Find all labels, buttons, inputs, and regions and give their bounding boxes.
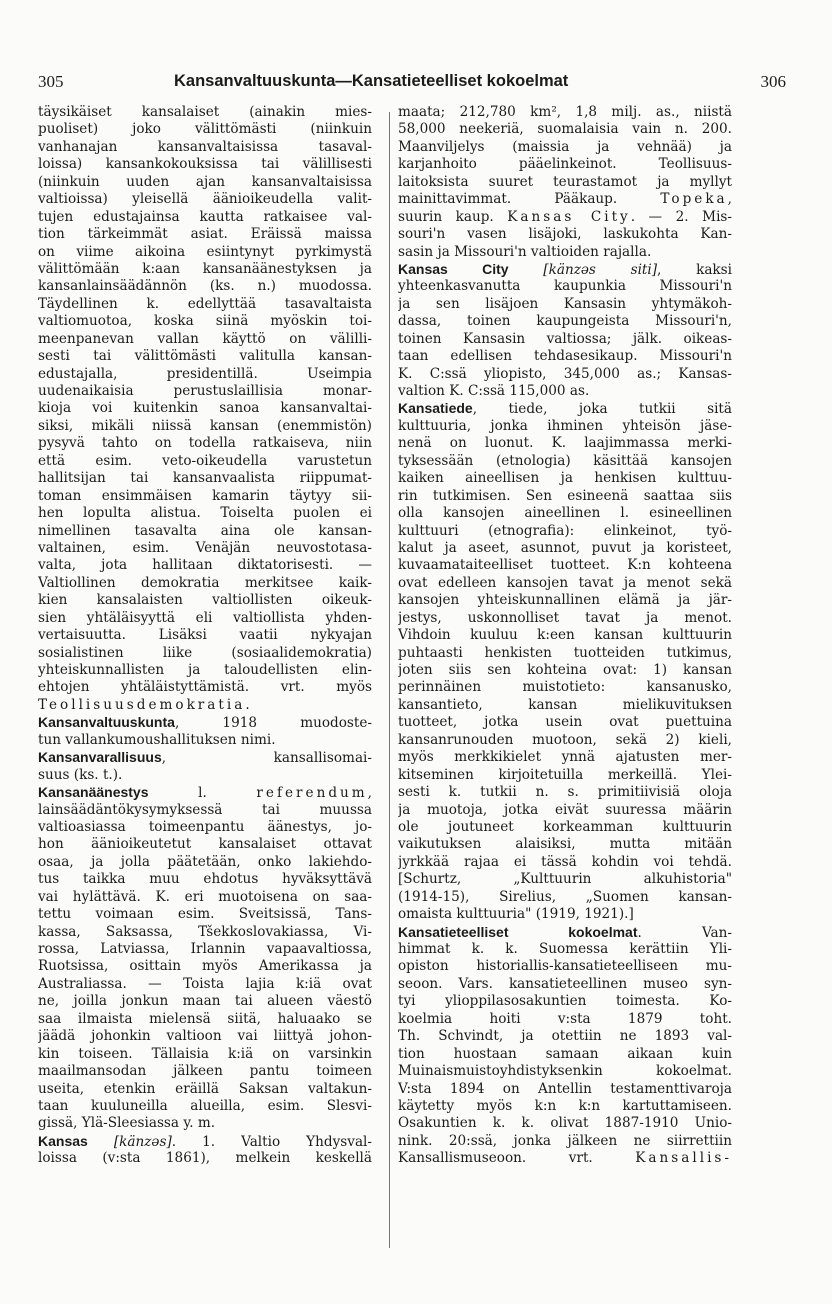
entry-headword: Kansanäänestys: [38, 784, 149, 801]
text-line: [398, 174, 732, 191]
text-line: [398, 958, 732, 975]
text-segment: kien kansalaisten valtiollisten oikeuk-: [38, 592, 372, 609]
text-line: [38, 679, 372, 696]
text-segment: K. C:ssä yliopisto, 345,000 as.; Kansas-: [398, 365, 732, 382]
column-divider: [389, 112, 390, 1248]
text-segment: tus taikka muu ehdotus hyväksyttävä: [38, 871, 372, 888]
text-segment: vaikutuksen alaisiksi, mutta mitään: [398, 836, 732, 853]
text-segment: seoon. Vars. kansatieteellinen museo syn-: [398, 975, 732, 992]
text-line: [38, 488, 372, 505]
text-line: [398, 1011, 732, 1028]
text-line: [38, 104, 372, 121]
text-segment: omaista kulttuuria" (1919, 1921).]: [398, 906, 634, 923]
text-line: [398, 435, 732, 452]
text-line: [38, 278, 372, 295]
text-segment: myös merkkikielet ynnä ajatusten mer-: [398, 749, 732, 766]
text-segment: puoliset) joko välittömästi (niinkuin: [38, 121, 372, 138]
text-line: [398, 1081, 732, 1098]
text-segment: gissä, Ylä-Sleesiassa y. m.: [38, 1115, 216, 1132]
text-line: [38, 645, 372, 662]
text-line: [398, 348, 732, 365]
text-segment: sosialistinen liike (sosiaalidemokratia): [38, 644, 372, 661]
text-segment: tyi ylioppilasosakuntien toimesta. Ko-: [398, 993, 732, 1010]
text-segment: Osakuntien k. k. olivat 1887-1910 Unio-: [398, 1115, 732, 1132]
text-line: [398, 1098, 732, 1115]
text-segment: suurin kaup.: [398, 208, 508, 225]
right-column: [398, 104, 732, 1168]
text-line: [38, 1081, 372, 1098]
text-segment: valtioasiassa toimeenpantu äänestys, jo-: [38, 818, 372, 835]
text-segment: [känzəs]: [113, 1133, 172, 1150]
text-segment: rossa, Latviassa, Irlannin vapaavaltiossa,: [38, 941, 372, 957]
text-line: [38, 941, 372, 958]
text-segment: ovat edelleen kansojen tavat ja menot sekä: [398, 574, 732, 591]
text-segment: jäädä johonkin valtioon vai liittyä johon-: [38, 1028, 372, 1045]
text-line: [398, 679, 732, 696]
text-segment: useita, etenkin eräillä Saksan valtakun-: [38, 1080, 372, 1097]
text-line: [38, 400, 372, 417]
text-line: [398, 104, 732, 121]
text-line: [38, 296, 372, 313]
text-line: [38, 1115, 372, 1132]
text-segment: lainsäädäntökysymyksessä tai muussa: [38, 801, 372, 818]
text-line: [398, 366, 732, 383]
text-segment: (1914-15), Sirelius, „Suomen kansan-: [398, 888, 732, 905]
text-segment: . — 2. Mis-: [630, 208, 732, 225]
text-segment: . 1. Valtio Yhdysval-: [171, 1133, 372, 1150]
text-line: [398, 488, 732, 505]
text-segment: ja sen lisäjoen Kansasin yhtymäkoh-: [398, 295, 732, 312]
text-segment: ole joutuneet korkeamman kulttuurin: [398, 818, 732, 835]
text-segment: puhtaasti henkisten tuotteiden tutkimus,: [398, 644, 732, 661]
text-segment: . Van-: [637, 924, 732, 941]
text-line: [398, 1133, 732, 1150]
right-page-number: 306: [760, 72, 786, 91]
text-line: [398, 802, 732, 819]
text-segment: käytetty myös k:n k:n kartuttamiseen.: [398, 1097, 732, 1114]
text-segment: tyksessään (etnologia) käsittää kansojen: [398, 452, 732, 469]
text-segment: referendum: [256, 785, 368, 802]
text-line: [398, 296, 732, 313]
entry-headword: Kansanvarallisuus: [38, 749, 162, 766]
text-line: [38, 139, 372, 156]
text-line: [38, 854, 372, 871]
text-line: [398, 453, 732, 470]
text-segment: tun vallankumoushallituksen nimi.: [38, 731, 276, 748]
text-segment: nenä on luonut. K. laajimmassa merki-: [398, 435, 732, 452]
text-segment: laitoksista suuret teurastamot ja myllyt: [398, 173, 732, 190]
text-segment: toinen Kansasin valtiossa; jälk. oikeas-: [398, 330, 732, 347]
text-line: [38, 575, 372, 592]
text-line: [38, 435, 372, 452]
text-segment: valtioissa) yleisellä äänioikeudella valit-: [38, 191, 372, 208]
text-line: [398, 767, 732, 784]
text-line: [398, 749, 732, 766]
text-line: [398, 191, 732, 208]
text-line: [398, 383, 732, 400]
text-segment: , kaksi: [657, 261, 732, 278]
entry-headword: Kansas: [38, 1132, 88, 1149]
text-line: [38, 453, 372, 470]
text-line: [398, 836, 732, 853]
entry-headword: Kansatieteelliset kokoelmat: [398, 923, 638, 940]
text-line: [38, 366, 372, 383]
text-segment: toman ensimmäisen kamarin täytyy sii-: [38, 487, 372, 504]
text-segment: hen lopulta alistua. Toiselta puolen ei: [38, 505, 372, 522]
text-segment: jyrkkää rajaa ei tässä kohdin voi tehdä.: [398, 853, 732, 870]
text-line: [38, 226, 372, 243]
text-segment: vanhanajan kansanvaltaisissa tasaval-: [38, 138, 372, 155]
text-segment: kitseminen kirjoitetuilla merkeillä. Ylei-: [398, 766, 732, 783]
text-segment: Ruotsissa, osittain myös Amerikassa ja: [38, 958, 372, 975]
text-line: [38, 1098, 372, 1115]
text-line: [398, 523, 732, 540]
text-segment: siksi, mikäli niissä kansan (enemmistön): [38, 417, 372, 434]
text-segment: souri'n vasen lisäjoki, laskukohta Kan-: [398, 226, 732, 243]
text-segment: tettu voimaan esim. Sveitsissä, Tans-: [38, 906, 372, 923]
text-line: [398, 819, 732, 836]
text-segment: Teollisuusdemokratia.: [38, 696, 253, 713]
text-line: [38, 819, 372, 836]
text-line: [398, 278, 732, 295]
text-line: [38, 592, 372, 609]
text-segment: vai hylättävä. K. eri muotoisena on saa-: [38, 888, 372, 905]
text-segment: yhteiskunnallisten ja taloudellisten elin-: [38, 662, 372, 678]
left-column: [38, 104, 372, 1168]
text-segment: Kansas City: [507, 208, 631, 225]
text-line: [398, 732, 732, 749]
text-line: [38, 749, 372, 766]
entry-headword: Kansanvaltuuskunta: [38, 714, 175, 731]
text-segment: Maanviljelys (maissia ja vehnää) ja: [398, 138, 732, 155]
text-line: [398, 156, 732, 173]
text-line: [38, 313, 372, 330]
text-line: [398, 1028, 732, 1045]
text-segment: yhteenkasvanutta kaupunkia Missouri'n: [398, 278, 732, 295]
text-segment: sasin ja Missouri'n valtioiden rajalla.: [398, 243, 652, 260]
text-segment: valta, jota hallitaan diktatorisesti. —: [38, 557, 372, 574]
text-line: [398, 557, 732, 574]
text-segment: 58,000 neekeriä, suomalaisia vain n. 200.: [398, 121, 732, 138]
text-segment: Australiassa. — Toista lajia k:iä ovat: [38, 975, 372, 992]
text-segment: valtiomuotoa, koska siinä myöskin toi-: [38, 313, 372, 330]
left-page-number: 305: [38, 72, 64, 91]
text-segment: mainittavimmat. Pääkaup.: [398, 191, 661, 208]
text-line: [38, 505, 372, 522]
text-segment: pysyvä tahto on todella ratkaiseva, niin: [38, 435, 372, 452]
text-segment: ne, joilla jonkun maan tai alueen väestö: [38, 993, 372, 1010]
text-segment: ,: [367, 785, 372, 802]
text-line: [398, 1115, 732, 1132]
text-segment: suus (ks. t.).: [38, 766, 123, 783]
text-line: [38, 610, 372, 627]
text-segment: ja muotoja, jotka eivät suuressa määrin: [398, 801, 732, 818]
text-line: [38, 418, 372, 435]
text-segment: loissa) kansankokouksissa tai välillisesti: [38, 156, 372, 173]
text-line: [398, 505, 732, 522]
text-line: [38, 523, 372, 540]
text-segment: tuotteet, jotka usein ovat puettuina: [398, 714, 732, 731]
text-line: [38, 993, 372, 1010]
text-segment: valtion K. C:ssä 115,000 as.: [398, 383, 590, 399]
running-title: Kansanvaltuuskunta—Kansatieteelliset kokoelmat: [174, 72, 569, 90]
text-line: [38, 871, 372, 888]
text-segment: kin toiseen. Tällaisia k:iä on varsinkin: [38, 1045, 372, 1062]
text-segment: olla kansojen aineellinen l. esineellinen: [398, 505, 732, 522]
text-line: [38, 906, 372, 923]
text-segment: Vihdoin kuuluu k:een kansan kulttuurin: [398, 627, 732, 644]
text-segment: kuvaamataiteelliset tuotteet. K:n kohteena: [398, 557, 732, 574]
text-segment: ehtojen yhtäläistyttämistä. vrt. myös: [38, 679, 372, 696]
text-segment: karjanhoito pääelinkeinot. Teollisuus-: [398, 156, 732, 173]
text-line: [38, 1150, 372, 1167]
page-header: [38, 72, 786, 102]
text-segment: koelmia hoiti v:sta 1879 toht.: [398, 1010, 732, 1027]
text-segment: Kansallismuseoon. vrt.: [398, 1150, 636, 1167]
text-segment: että esim. veto-oikeudella varustetun: [38, 452, 372, 469]
text-line: [398, 1046, 732, 1063]
text-segment: rin tutkimisen. Sen esineenä saattaa siis: [398, 487, 732, 504]
text-segment: jestys, uskonnolliset tavat ja menot.: [398, 609, 732, 626]
text-segment: kansanrunouden muotoon, sekä 2) kieli,: [398, 731, 732, 748]
text-segment: sien yhtäläisyyttä eli valtiollista yhden-: [38, 609, 372, 626]
text-line: [38, 557, 372, 574]
text-segment: joten siis sen kohteina ovat: 1) kansan: [398, 662, 732, 678]
text-segment: taan kuuluneilla alueilla, esim. Slesvi-: [38, 1097, 372, 1114]
text-segment: [Schurtz, „Kulttuurin alkuhistoria": [398, 871, 732, 888]
text-segment: opiston historiallis-kansatieteelliseen mu-: [398, 958, 732, 975]
text-line: [38, 1028, 372, 1045]
text-segment: V:sta 1894 on Antellin testamenttivaroja: [398, 1080, 732, 1097]
text-line: [398, 662, 732, 679]
text-line: [38, 209, 372, 226]
text-segment: kulttuuria, jonka ihminen yhteisön jäse-: [398, 417, 732, 434]
text-segment: Muinaismuistoyhdistyksenkin kokoelmat.: [398, 1063, 732, 1080]
text-line: [38, 191, 372, 208]
text-line: [38, 540, 372, 557]
text-segment: [88, 1134, 114, 1150]
text-segment: ,: [727, 191, 732, 208]
text-segment: loissa (v:sta 1861), melkein keskellä: [38, 1150, 372, 1167]
text-segment: nink. 20:ssä, jonka jälkeen ne siirrettiin: [398, 1132, 732, 1149]
text-segment: Kansallis-: [635, 1150, 732, 1167]
text-segment: [känzəs siti]: [543, 261, 658, 278]
text-line: [38, 732, 372, 749]
text-line: [38, 470, 372, 487]
text-segment: valtainen, esim. Venäjän neuvostotasa-: [38, 539, 372, 556]
text-segment: Täydellinen k. edellyttää tasavaltaista: [38, 295, 372, 312]
text-segment: edustajalla, presidentillä. Useimpia: [38, 365, 372, 382]
text-line: [38, 714, 372, 731]
text-line: [398, 470, 732, 487]
text-segment: saa ilmaista mielensä siitä, haluaako se: [38, 1010, 372, 1027]
text-line: [398, 871, 732, 888]
text-line: [398, 854, 732, 871]
text-segment: [509, 262, 544, 278]
text-line: [38, 1011, 372, 1028]
text-segment: Valtiollinen demokratia merkitsee kaik-: [38, 574, 372, 591]
text-line: [38, 331, 372, 348]
text-segment: sesti k. tutkii n. s. primitiivisiä oloja: [398, 784, 732, 801]
text-segment: meenpanevan vallan käyttö on välilli-: [38, 330, 372, 347]
text-segment: välittömään k:aan kansanäänestyksen ja: [38, 260, 372, 277]
text-segment: uudenaikaisia perustuslaillisia monar-: [38, 383, 372, 399]
text-line: [398, 121, 732, 138]
text-segment: kansanlainsäädännön (ks. n.) muodossa.: [38, 278, 372, 295]
text-line: [398, 906, 732, 923]
text-segment: maailmansodan jälkeen pantu toimeen: [38, 1063, 372, 1080]
text-line: [38, 697, 372, 714]
text-line: [398, 627, 732, 644]
text-segment: on viime aikoina esiintynyt pyrkimystä: [38, 243, 372, 260]
text-segment: Topeka: [660, 191, 728, 208]
text-line: [398, 924, 732, 941]
text-line: [38, 767, 372, 784]
text-line: [398, 244, 732, 261]
text-segment: kaiken aineellisen ja henkisen kulttuu-: [398, 470, 732, 487]
text-line: [398, 889, 732, 906]
text-segment: dassa, toinen kaupungeista Missouri'n,: [398, 313, 732, 330]
text-segment: taan edellisen tehdasesikaup. Missouri'n: [398, 348, 732, 365]
text-line: [38, 784, 372, 801]
text-line: [398, 418, 732, 435]
text-line: [398, 993, 732, 1010]
text-line: [398, 313, 732, 330]
text-line: [38, 121, 372, 138]
text-segment: vertaisuutta. Lisäksi vaatii nykyajan: [38, 627, 372, 644]
text-segment: maata; 212,780 km², 1,8 milj. as., niistä: [398, 104, 732, 120]
text-line: [398, 209, 732, 226]
text-segment: kalut ja aseet, asunnot, puvut ja koristeet,: [398, 539, 732, 556]
text-line: [398, 610, 732, 627]
text-line: [38, 662, 372, 679]
text-segment: l.: [148, 785, 257, 802]
text-line: [38, 1133, 372, 1150]
text-line: [398, 1150, 732, 1167]
text-segment: kassa, Saksassa, Tšekkoslovakiassa, Vi-: [38, 923, 372, 940]
text-segment: , kansallisomai-: [161, 750, 372, 767]
text-line: [398, 331, 732, 348]
text-line: [398, 941, 732, 958]
text-segment: kulttuuri (etnografia): elinkeinot, työ-: [398, 522, 732, 539]
text-segment: , 1918 muodoste-: [174, 715, 372, 732]
text-line: [38, 976, 372, 993]
text-line: [398, 697, 732, 714]
text-line: [38, 383, 372, 400]
text-segment: sesti tai välittömästi valitulla kansan-: [38, 348, 372, 365]
text-segment: Th. Schvindt, ja otettiin ne 1893 val-: [398, 1028, 732, 1045]
entry-headword: Kansas City: [398, 260, 509, 277]
text-line: [398, 261, 732, 278]
text-line: [38, 1063, 372, 1080]
text-line: [398, 400, 732, 417]
text-segment: himmat k. k. Suomessa kerättiin Yli-: [398, 941, 732, 957]
text-segment: täysikäiset kansalaiset (ainakin mies-: [38, 104, 372, 120]
text-line: [38, 889, 372, 906]
text-line: [398, 139, 732, 156]
text-line: [398, 575, 732, 592]
text-segment: tujen edustajainsa kautta ratkaisee val-: [38, 208, 372, 225]
text-segment: perinnäinen muistotieto: kansanusko,: [398, 679, 732, 696]
text-line: [38, 627, 372, 644]
text-line: [38, 1046, 372, 1063]
text-segment: hallitsijan tai kansanvaalista riippumat-: [38, 470, 372, 487]
text-segment: (niinkuin uuden ajan kansanvaltaisissa: [38, 173, 372, 190]
text-segment: , tiede, joka tutkii sitä: [472, 401, 732, 418]
text-line: [38, 174, 372, 191]
text-line: [38, 156, 372, 173]
text-line: [38, 924, 372, 941]
text-line: [38, 244, 372, 261]
text-segment: osaa, ja jolla päätetään, onko lakiehdo-: [38, 853, 372, 870]
text-line: [38, 348, 372, 365]
text-line: [38, 836, 372, 853]
text-segment: tion tärkeimmät asiat. Eräissä maissa: [38, 226, 372, 243]
text-line: [398, 784, 732, 801]
text-segment: tion huostaan samaan aikaan kuin: [398, 1045, 732, 1062]
text-segment: hon äänioikeutetut kansalaiset ottavat: [38, 836, 372, 853]
text-segment: kansojen yhteiskunnallinen elämä ja jär-: [398, 592, 732, 609]
text-line: [398, 645, 732, 662]
entry-headword: Kansatiede: [398, 400, 473, 417]
text-line: [38, 958, 372, 975]
text-segment: kansantieto, kansan mielikuvituksen: [398, 696, 732, 713]
text-line: [398, 540, 732, 557]
text-line: [398, 592, 732, 609]
text-line: [398, 976, 732, 993]
text-segment: kioja voi kuitenkin sanoa kansanvaltai-: [38, 400, 372, 417]
text-segment: nimellinen tasavalta aina ole kansan-: [38, 522, 372, 539]
text-line: [38, 802, 372, 819]
text-line: [398, 714, 732, 731]
text-line: [398, 226, 732, 243]
text-line: [38, 261, 372, 278]
text-line: [398, 1063, 732, 1080]
